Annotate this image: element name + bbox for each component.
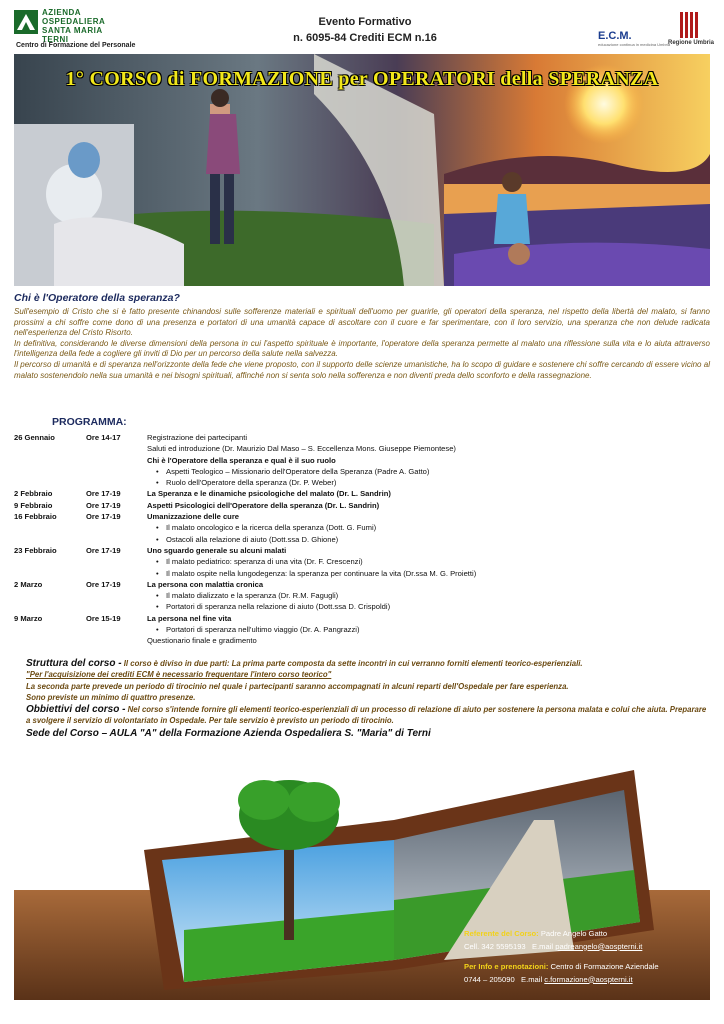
program-date: 9 Marzo [14, 613, 43, 623]
ecm-logo [598, 30, 671, 47]
program-item: Questionario finale e gradimento [147, 636, 257, 646]
info-name: Centro di Formazione Aziendale [550, 962, 659, 971]
ref-name: Padre Angelo Gatto [540, 929, 608, 938]
intro-section [14, 292, 710, 381]
intro-heading: Chi è l'Operatore della speranza? [14, 292, 180, 304]
event-info [250, 14, 480, 46]
program-item: La Speranza e le dinamiche psicologiche del malato (Dr. L. Sandrin) [147, 489, 391, 499]
program-item: Umanizzazione delle cure [147, 512, 239, 522]
program-row [14, 443, 710, 454]
program-item: • Il malato ospite nella lungodegenza: la speranza per continuare la vita (Dr.ssa M. G. Proietti) [166, 568, 710, 579]
ref-contact-line [464, 941, 704, 954]
banner-image [14, 54, 710, 286]
program-item: Registrazione dei partecipanti [147, 433, 248, 442]
program-row [14, 477, 710, 488]
ref-email-label: E.mail [532, 941, 554, 951]
program-item: Saluti ed introduzione (Dr. Maurizio Dal Maso – S. Eccellenza Mons. Giuseppe Piemontese) [147, 444, 456, 454]
structure-text: Il corso è diviso in due parti: La prima parte composta da sette incontri in cui verranno forniti elementi teorico-esperienziali. [123, 659, 583, 668]
venue-text: Sede del Corso – AULA "A" della Formazione Azienda Ospedaliera S. "Maria" di Terni [26, 728, 431, 740]
intro-paragraph: Sull'esempio di Cristo che si è fatto presente chinandosi sulle sofferenze materiali e spirituali dell'uomo per guarirle, gli operatori della speranza, nel rispetto della libertà del malato, si fanno prossimi a chi soffre come dono di una presenza e portatori di una umanità capace di ascoltare con il cuore e far sperimentare, con il loro servizio, una speranza che non delude radicata nell'esperienza del Cristo Risorto. [14, 307, 710, 338]
program-row [14, 601, 710, 612]
program-row [14, 455, 710, 466]
program-row [14, 534, 710, 545]
program-time: Ore 14-17 [86, 433, 121, 442]
objectives-line [26, 704, 710, 727]
hospital-name [42, 8, 105, 44]
program-row [14, 624, 710, 635]
program-date: 9 Febbraio [14, 500, 53, 510]
hospital-name-line: TERNI [42, 35, 69, 44]
info-phone: 0744 – 205090 [464, 974, 515, 984]
program-row [14, 556, 710, 567]
hospital-name-line: OSPEDALIERA [42, 17, 106, 26]
ecm-note: "Per l'acquisizione dei crediti ECM è necessario frequentare l'intero corso teorico" [26, 670, 332, 680]
second-part-text: La seconda parte prevede un periodo di tirocinio nel quale i partecipanti saranno accompagnati in alcuni reparti dell'Ospedale per fare esperienza. [26, 681, 569, 691]
program-row [14, 568, 710, 579]
info-email-link[interactable]: c.formazione@aospterni.it [544, 974, 633, 984]
program-item: • Il malato dializzato e la speranza (Dr. R.M. Fagugli) [166, 590, 710, 601]
program-row [14, 579, 710, 590]
info-email-label: E.mail [521, 974, 543, 984]
contacts [464, 928, 704, 986]
hospital-logo [14, 8, 136, 52]
program-time: Ore 17-19 [86, 500, 121, 510]
hospital-logo-icon [14, 10, 38, 34]
structure-heading: Struttura del corso - [26, 658, 122, 669]
program-item: • Portatori di speranza nella relazione di aiuto (Dott.ssa D. Crispoldi) [166, 601, 710, 612]
program-row [14, 613, 710, 624]
training-center-label: Centro di Formazione del Personale [16, 42, 136, 49]
program-item: Chi è l'Operatore della speranza e qual è il suo ruolo [147, 455, 336, 465]
program-item: Uno sguardo generale su alcuni malati [147, 545, 287, 555]
program-row [14, 545, 710, 556]
ecm-subtitle: educazione continua in medicina Umbria [598, 42, 671, 47]
program-row [14, 635, 710, 646]
program-time: Ore 17-19 [86, 579, 121, 589]
program-row [14, 500, 710, 511]
program-item: • Il malato pediatrico: speranza di una vita (Dr. F. Crescenzi) [166, 556, 710, 567]
program-row [14, 432, 710, 443]
program-item: • Ruolo dell'Operatore della speranza (Dr. P. Weber) [166, 477, 710, 488]
info-line [464, 961, 704, 974]
ref-email-link[interactable]: padreangelo@aospterni.it [555, 941, 643, 951]
ref-cell: Cell. 342 5595193 [464, 941, 526, 951]
regione-logo [668, 12, 715, 46]
hospital-name-line: SANTA MARIA [42, 26, 103, 35]
program-item: La persona con malattia cronica [147, 579, 264, 589]
objectives-heading: Obbiettivi del corso - [26, 703, 126, 715]
structure-line [26, 658, 710, 669]
program-date: 2 Marzo [14, 579, 43, 589]
ref-label: Referente del Corso: [464, 929, 539, 938]
course-title: 1° CORSO di FORMAZIONE per OPERATORI della SPERANZA [65, 68, 659, 90]
program-row [14, 466, 710, 477]
ecm-title: E.C.M. [598, 30, 632, 42]
program-item: Aspetti Psicologici dell'Operatore della speranza (Dr. L. Sandrin) [147, 500, 380, 510]
program-item: • Portatori di speranza nell'ultimo viaggio (Dr. A. Pangrazzi) [166, 624, 710, 635]
regione-label: Regione Umbria [668, 40, 715, 46]
program-row [14, 522, 710, 533]
hospital-name-line: AZIENDA [42, 8, 82, 17]
program-row [14, 511, 710, 522]
program-table [14, 432, 710, 647]
program-item: • Ostacoli alla relazione di aiuto (Dott.ssa D. Ghione) [166, 534, 710, 545]
header [0, 0, 724, 54]
info-label: Per Info e prenotazioni: [464, 962, 549, 971]
regione-emblem-icon [680, 12, 698, 38]
intro-paragraph: Il percorso di umanità e di speranza nell'orizzonte della fede che viene proposto, con il supporto delle scienze umanistiche, ha lo scopo di guidare e sostenere chi soffre cercando di essere vicino al malato sostenendolo nella sua umanità e nei bisogni spirituali, affinché non si senta solo nella sofferenza e non diventi preda dello sconforto e della rassegnazione. [14, 359, 710, 380]
program-time: Ore 17-19 [86, 489, 121, 499]
objectives-text: Nel corso s'intende fornire gli elementi teorico-esperienziali di un processo di relazione di aiuto per sostenere la persona malata e colui che aiuta. Preparare a svolgere il servizio di volontariato in Ospedale. Per tale servizio è previsto un periodo di tirocinio. [26, 704, 707, 726]
program-item: • Aspetti Teologico – Missionario dell'Operatore della Speranza (Padre A. Gatto) [166, 466, 710, 477]
event-title: Evento Formativo [318, 16, 412, 28]
program-date: 26 Gennaio [14, 433, 55, 442]
info-contact-line [464, 974, 704, 987]
course-details [26, 658, 710, 739]
program-item: • Il malato oncologico e la ricerca della speranza (Dott. G. Fumi) [166, 522, 710, 533]
intro-paragraph: In definitiva, considerando le diverse dimensioni della persona in cui l'aspetto spirituale è importante, l'operatore della speranza permette al malato una riflessione sulla vita e lo aiuta attraverso l'intelligenza della fede a cogliere gli inviti di Dio per un percorso della salute nella salvezza. [14, 338, 710, 359]
program-item: La persona nel fine vita [147, 613, 232, 623]
program-heading: PROGRAMMA: [52, 416, 127, 428]
program-time: Ore 17-19 [86, 512, 121, 522]
event-credits: n. 6095-84 Crediti ECM n.16 [293, 32, 437, 44]
ref-line [464, 928, 704, 941]
program-row [14, 590, 710, 601]
program-date: 23 Febbraio [14, 545, 57, 555]
program-date: 2 Febbraio [14, 489, 53, 499]
min-presence-text: Sono previste un minimo di quattro presenze. [26, 693, 196, 703]
program-date: 16 Febbraio [14, 512, 57, 522]
program-time: Ore 17-19 [86, 545, 121, 555]
program-time: Ore 15-19 [86, 613, 121, 623]
program-row [14, 488, 710, 499]
